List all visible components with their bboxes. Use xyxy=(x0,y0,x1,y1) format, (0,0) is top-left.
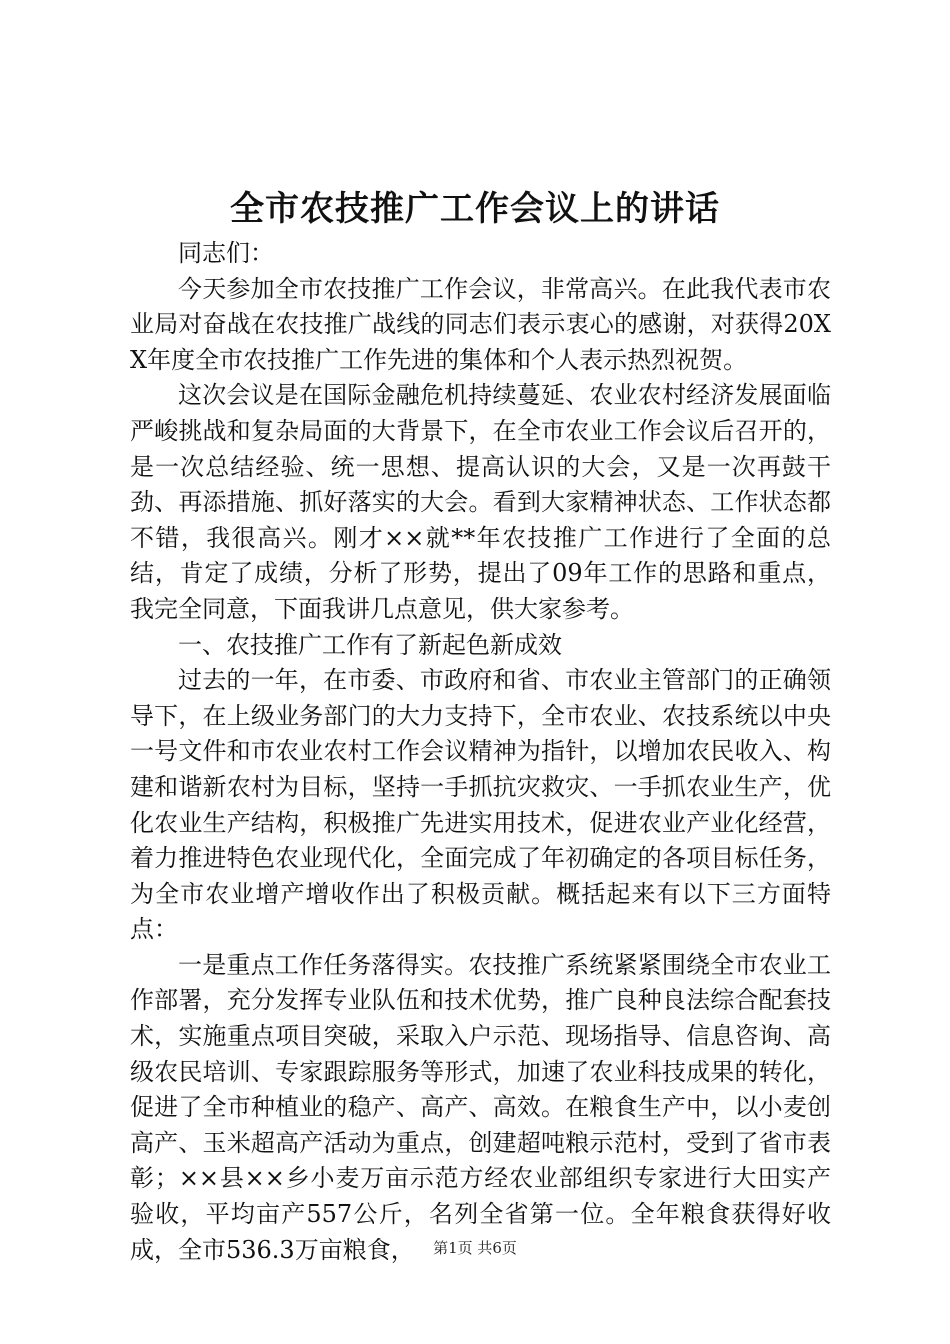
section-heading-1: 一、农技推广工作有了新起色新成效 xyxy=(178,630,562,659)
document-title: 全市农技推广工作会议上的讲话 xyxy=(230,189,720,229)
salutation: 同志们： xyxy=(178,239,274,267)
paragraph-context: 这次会议是在国际金融危机持续蔓延、农业农村经济发展面临严峻挑战和复杂局面的大背景下，在全市农业工作会议后召开的，是一次总结经验、统一思想、提高认识的大会，又是一次再鼓干劲、再添措施、抓好落实的大会。看到大家精神状态、工作状态都不错，我很高兴。刚才××就**年农技推广工作进行了全面的总结，肯定了成绩，分析了形势，提出了09年工作的思路和重点，我完全同意，下面我讲几点意见，供大家参考。 xyxy=(130,381,831,623)
page-number-footer: 第1页 共6页 xyxy=(433,1239,517,1257)
paragraph-review: 过去的一年，在市委、市政府和省、市农业主管部门的正确领导下，在上级业务部门的大力支持下，全市农业、农技系统以中央一号文件和市农业农村工作会议精神为指针，以增加农民收入、构建和谐新农村为目标，坚持一手抓抗灾救灾、一手抓农业生产，优化农业生产结构，积极推广先进实用技术，促进农业产业化经营，着力推进特色农业现代化，全面完成了年初确定的各项目标任务，为全市农业增产增收作出了积极贡献。概括起来有以下三方面特点： xyxy=(130,666,831,944)
paragraph-point-1: 一是重点工作任务落得实。农技推广系统紧紧围绕全市农业工作部署，充分发挥专业队伍和技术优势，推广良种良法综合配套技术，实施重点项目突破，采取入户示范、现场指导、信息咨询、高级农民培训、专家跟踪服务等形式，加速了农业科技成果的转化，促进了全市种植业的稳产、高产、高效。在粮食生产中，以小麦创高产、玉米超高产活动为重点，创建超吨粮示范村，受到了省市表彰；××县××乡小麦万亩示范方经农业部组织专家进行大田实产验收，平均亩产557公斤，名列全省第一位。全年粮食获得好收成，全市536.3万亩粮食， xyxy=(130,950,831,1264)
document-body xyxy=(130,236,831,1268)
paragraph-opening: 今天参加全市农技推广工作会议，非常高兴。在此我代表市农业局对奋战在农技推广战线的同志们表示衷心的感谢，对获得20XX年度全市农技推广工作先进的集体和个人表示热烈祝贺。 xyxy=(130,274,831,374)
